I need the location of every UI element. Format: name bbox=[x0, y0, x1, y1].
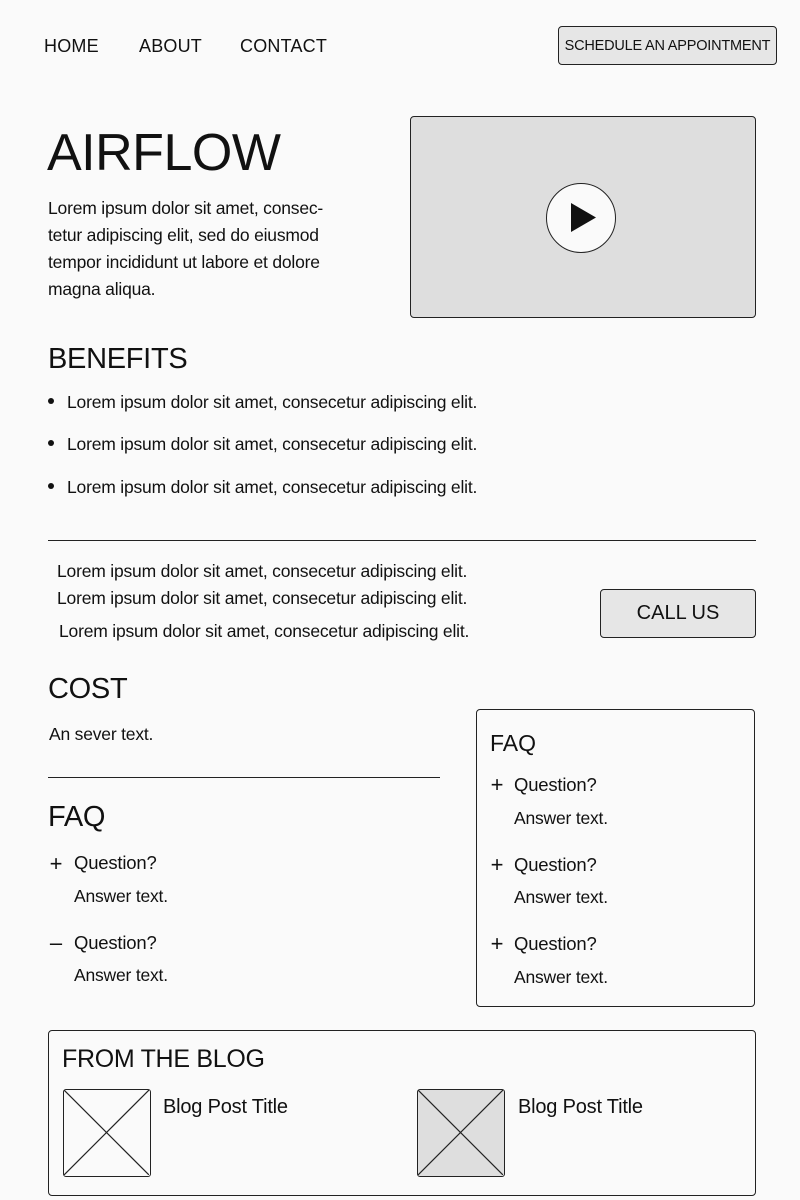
nav-contact-link[interactable]: CONTACT bbox=[240, 36, 328, 56]
faq-question[interactable]: Question? bbox=[74, 932, 157, 953]
benefit-text: Lorem ipsum dolor sit amet, consecetur adipiscing elit. bbox=[67, 392, 478, 412]
cost-text: An sever text. bbox=[49, 724, 154, 744]
list-item bbox=[48, 434, 477, 455]
benefit-text: Lorem ipsum dolor sit amet, consecetur adipiscing elit. bbox=[67, 434, 478, 454]
faq-answer: Answer text. bbox=[74, 965, 168, 985]
blog-thumbnail[interactable] bbox=[417, 1089, 505, 1177]
faq-question[interactable]: Question? bbox=[514, 774, 597, 795]
blog-post-title[interactable]: Blog Post Title bbox=[518, 1096, 643, 1118]
schedule-appointment-button[interactable]: SCHEDULE AN APPOINTMENT bbox=[558, 26, 777, 65]
cta-text-line: Lorem ipsum dolor sit amet, consecetur adipiscing elit. bbox=[59, 621, 470, 641]
faq-question[interactable]: Question? bbox=[514, 933, 597, 954]
blog-heading: FROM THE BLOG bbox=[62, 1045, 265, 1073]
benefits-list bbox=[48, 392, 568, 502]
hero-description-line: Lorem ipsum dolor sit amet, consec- bbox=[48, 198, 324, 218]
blog-thumbnail[interactable] bbox=[63, 1089, 151, 1177]
hero-description-line: tetur adipiscing elit, sed do eiusmod bbox=[48, 225, 319, 245]
faq-answer: Answer text. bbox=[74, 886, 168, 906]
cta-text-line: Lorem ipsum dolor sit amet, consecetur adipiscing elit. bbox=[57, 561, 468, 581]
bullet-icon bbox=[48, 483, 54, 489]
cost-heading: COST bbox=[48, 673, 128, 705]
nav-about-link[interactable]: ABOUT bbox=[139, 36, 203, 56]
plus-icon[interactable]: + bbox=[490, 772, 504, 797]
play-button[interactable] bbox=[546, 183, 616, 253]
blog-section bbox=[48, 1030, 756, 1196]
list-item bbox=[48, 392, 477, 413]
play-icon bbox=[547, 184, 614, 251]
cost-divider bbox=[48, 777, 440, 778]
hero-description-line: tempor incididunt ut labore et dolore bbox=[48, 252, 320, 272]
faq-question[interactable]: Question? bbox=[74, 852, 157, 873]
cta-text-line: Lorem ipsum dolor sit amet, consecetur adipiscing elit. bbox=[57, 588, 468, 608]
hero-description bbox=[48, 195, 368, 303]
benefits-heading: BENEFITS bbox=[48, 343, 188, 375]
faq-answer: Answer text. bbox=[514, 967, 608, 987]
section-divider bbox=[48, 540, 756, 541]
plus-icon[interactable]: + bbox=[490, 852, 504, 877]
benefit-text: Lorem ipsum dolor sit amet, consecetur adipiscing elit. bbox=[67, 477, 478, 497]
page-title: AIRFLOW bbox=[47, 124, 281, 182]
image-placeholder-icon bbox=[64, 1090, 149, 1175]
faq-panel-heading: FAQ bbox=[490, 730, 537, 756]
hero-description-line: magna aliqua. bbox=[48, 279, 156, 299]
bullet-icon bbox=[48, 398, 54, 404]
faq-answer: Answer text. bbox=[514, 808, 608, 828]
faq-heading: FAQ bbox=[48, 801, 106, 833]
blog-post-title[interactable]: Blog Post Title bbox=[163, 1096, 288, 1118]
faq-answer: Answer text. bbox=[514, 887, 608, 907]
video-player[interactable] bbox=[410, 116, 756, 318]
bullet-icon bbox=[48, 440, 54, 446]
plus-icon[interactable]: + bbox=[490, 931, 504, 956]
minus-icon[interactable]: – bbox=[49, 930, 63, 955]
call-us-button[interactable]: CALL US bbox=[600, 589, 756, 638]
list-item bbox=[48, 477, 477, 498]
faq-panel bbox=[476, 709, 755, 1007]
nav-home-link[interactable]: HOME bbox=[44, 36, 99, 56]
image-placeholder-icon bbox=[418, 1090, 503, 1175]
plus-icon[interactable]: + bbox=[49, 851, 63, 876]
faq-question[interactable]: Question? bbox=[514, 854, 597, 875]
